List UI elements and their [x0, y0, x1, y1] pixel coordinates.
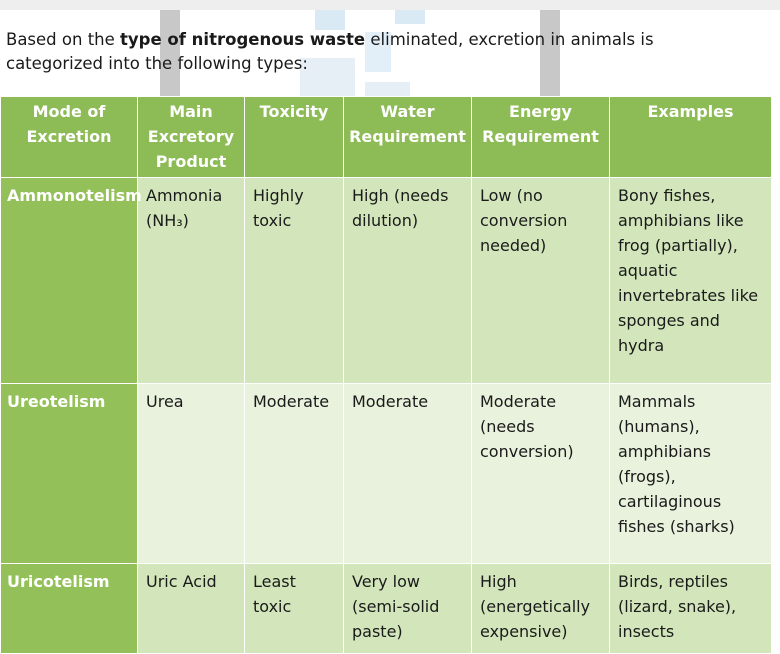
header-water: Water Requirement: [344, 97, 472, 178]
header-product: Main Excretory Product: [138, 97, 245, 178]
water-cell: Very low (semi-solid paste): [344, 564, 472, 654]
energy-cell: Moderate (needs conversion): [472, 384, 610, 564]
examples-cell: Birds, reptiles (lizard, snake), insects: [610, 564, 772, 654]
energy-cell: High (energetically expensive): [472, 564, 610, 654]
energy-cell: Low (no conversion needed): [472, 178, 610, 384]
intro-text-bold: type of nitrogenous waste: [120, 30, 366, 49]
examples-cell: Mammals (humans), amphibians (frogs), cartilaginous fishes (sharks): [610, 384, 772, 564]
product-name: Ammonia: [146, 186, 223, 205]
header-toxicity: Toxicity: [245, 97, 344, 178]
top-bar: [0, 0, 780, 10]
product-cell: [138, 178, 245, 384]
intro-paragraph: [6, 28, 706, 76]
product-cell: Urea: [138, 384, 245, 564]
toxicity-cell: Highly toxic: [245, 178, 344, 384]
header-mode: Mode of Excretion: [1, 97, 138, 178]
water-cell: High (needs dilution): [344, 178, 472, 384]
table-row: [1, 178, 772, 384]
excretion-table: [0, 96, 772, 654]
mode-cell: Ammonotelism: [1, 178, 138, 384]
background-decoration: [395, 10, 425, 24]
header-examples: Examples: [610, 97, 772, 178]
background-decoration: [315, 10, 345, 30]
intro-text-post: eliminated, excretion in animals is categorized into the following types:: [6, 30, 654, 73]
product-formula: (NH₃): [146, 211, 189, 230]
toxicity-cell: Least toxic: [245, 564, 344, 654]
header-energy: Energy Requirement: [472, 97, 610, 178]
product-cell: Uric Acid: [138, 564, 245, 654]
table-row: [1, 384, 772, 564]
table-header-row: [1, 97, 772, 178]
mode-cell: Ureotelism: [1, 384, 138, 564]
examples-cell: Bony fishes, amphibians like frog (partially), aquatic invertebrates like sponges and hydra: [610, 178, 772, 384]
mode-cell: Uricotelism: [1, 564, 138, 654]
table-row: [1, 564, 772, 654]
intro-text-pre: Based on the: [6, 30, 121, 49]
water-cell: Moderate: [344, 384, 472, 564]
toxicity-cell: Moderate: [245, 384, 344, 564]
